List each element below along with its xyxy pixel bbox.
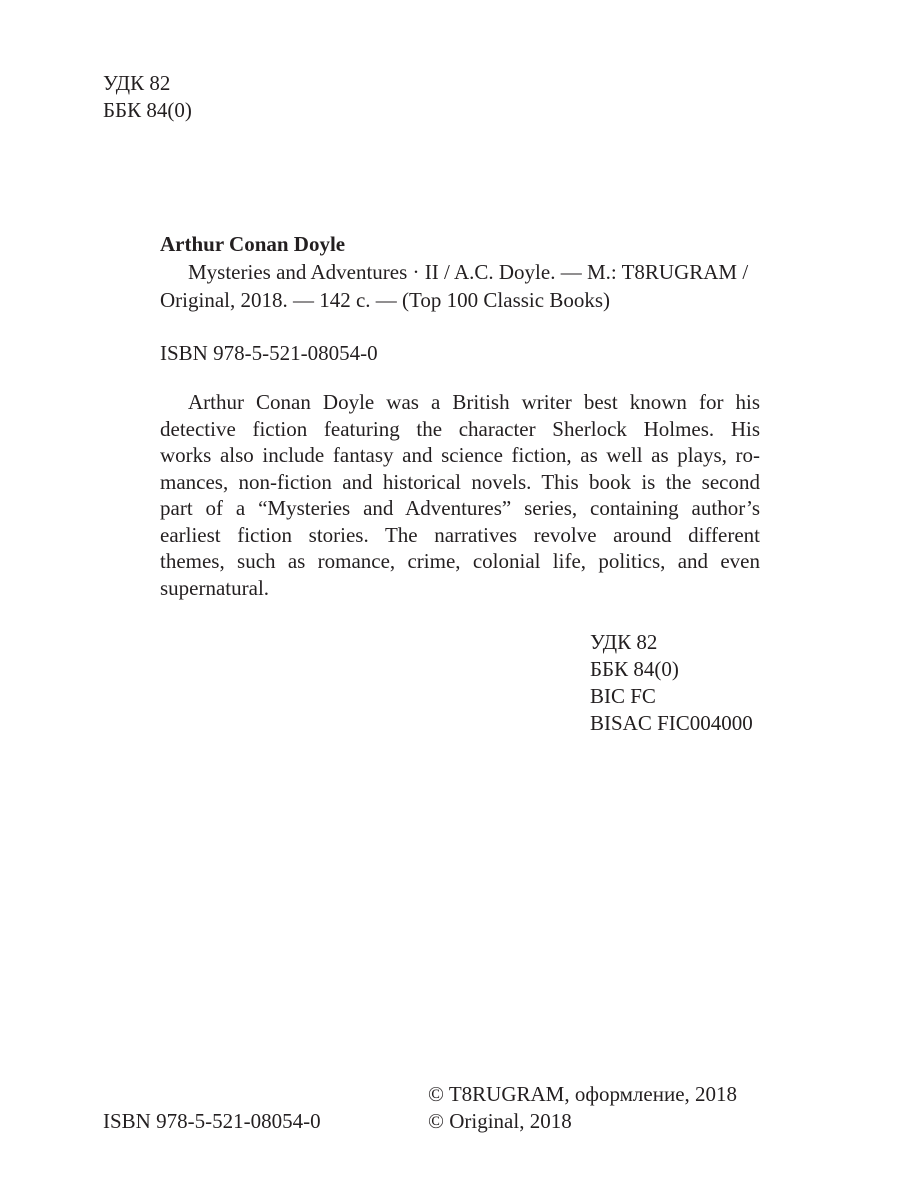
annotation-line: supernatural. bbox=[160, 575, 270, 600]
isbn-number: ISBN 978-5-521-08054-0 bbox=[103, 1109, 321, 1133]
citation-line: Mysteries and Adventures · II / A.C. Doyle. — M.: T8RUGRAM / bbox=[188, 260, 749, 284]
annotation-line: detective fiction featuring the character Sherlock Holmes. His bbox=[160, 416, 760, 441]
bbk-code: ББК 84(0) bbox=[103, 98, 192, 122]
annotation-line: mances, non-fiction and historical novels. This book is the second bbox=[160, 469, 760, 494]
copyright-notices bbox=[428, 1081, 737, 1135]
bbk-code: ББК 84(0) bbox=[590, 657, 679, 681]
top-classification-codes bbox=[103, 70, 192, 124]
copyright-design: © T8RUGRAM, оформление, 2018 bbox=[428, 1082, 738, 1106]
citation-line: Original, 2018. — 142 c. — (Top 100 Classic Books) bbox=[160, 288, 610, 312]
book-annotation bbox=[160, 389, 760, 601]
bibliographic-record bbox=[160, 230, 760, 601]
annotation-line: Arthur Conan Doyle was a British writer best known for his bbox=[188, 390, 760, 414]
classification-codes bbox=[590, 629, 753, 737]
copyright-original: © Original, 2018 bbox=[428, 1109, 572, 1133]
udk-code: УДК 82 bbox=[103, 71, 171, 95]
annotation-line: part of a “Mysteries and Adventures” series, containing author’s bbox=[160, 496, 760, 520]
bic-code: BIC FC bbox=[590, 684, 656, 708]
footer-isbn bbox=[103, 1108, 321, 1135]
author-name: Arthur Conan Doyle bbox=[160, 232, 346, 256]
udk-code: УДК 82 bbox=[590, 630, 658, 654]
annotation-line: earliest fiction stories. The narratives revolve around different bbox=[160, 522, 760, 547]
annotation-line: works also include fantasy and science fiction, as well as plays, ro- bbox=[160, 443, 760, 467]
bisac-code: BISAC FIC004000 bbox=[590, 711, 753, 735]
annotation-line: themes, such as romance, crime, colonial life, politics, and even bbox=[160, 549, 760, 573]
isbn-number: ISBN 978-5-521-08054-0 bbox=[160, 341, 378, 365]
